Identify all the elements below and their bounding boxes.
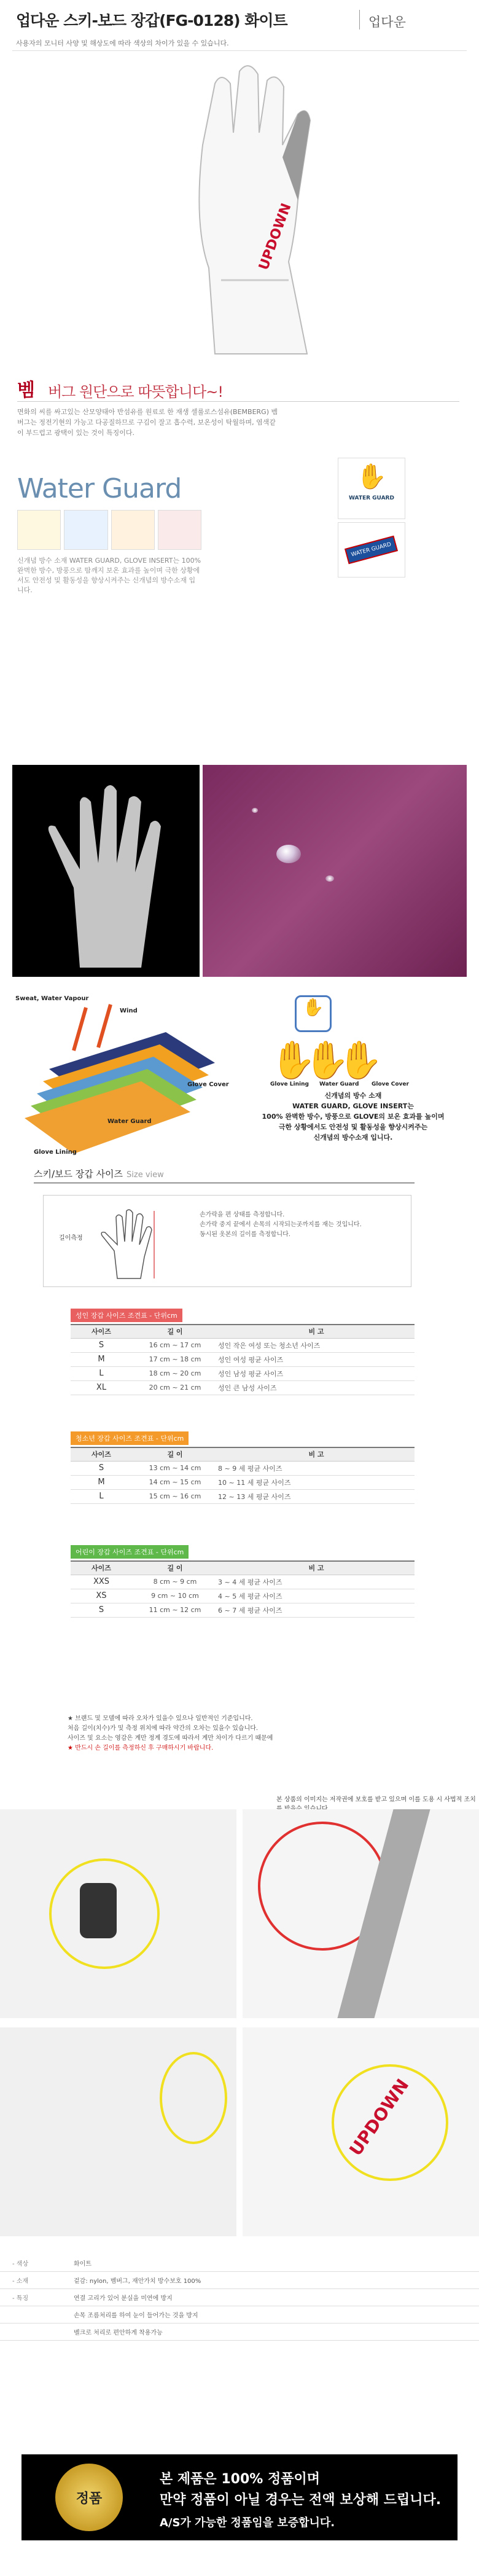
product-info-table — [0, 2255, 479, 2341]
table-row — [71, 1603, 415, 1617]
guarantee-line3: A/S가 가능한 정품임을 보증합니다. — [160, 2516, 335, 2529]
label-water-guard-2: Water Guard — [319, 1081, 359, 1087]
table-cell: 성인 남성 평균 사이즈 — [218, 1366, 415, 1380]
kids-size-table: 사이즈 길 이 비 고 XXS 8 cm ~ 9 cm 3 ~ 4 세 평균 사이즈 XS 9 cm ~ 10 cm 4 ~ 5 세 평균 사이즈 S 11 cm ~ 12 cm 6 ~ 7 세 평균 사이즈 — [71, 1560, 415, 1618]
label-glove-cover: Glove Cover — [187, 1081, 229, 1088]
label-glove-cover-2: Glove Cover — [372, 1081, 409, 1087]
table-cell: 성인 여성 평균 사이즈 — [218, 1352, 415, 1366]
bemberg-title: 버그 원단으로 따뜻합니다~! — [48, 383, 224, 401]
table-row — [71, 1352, 415, 1366]
water-guard-badge: ✋ WATER GUARD — [338, 458, 405, 519]
detail-photo-logo — [243, 2027, 479, 2236]
droplet — [276, 845, 301, 863]
label-glove-lining: Glove Lining — [34, 1149, 77, 1156]
water-guard-title: Water Guard — [17, 473, 182, 504]
water-guard-icons — [17, 510, 201, 550]
table-cell: 4 ~ 5 세 평균 사이즈 — [218, 1589, 415, 1603]
table-cell: 11 cm ~ 12 cm — [132, 1603, 218, 1617]
youth-table-label: 청소년 장갑 사이즈 조견표 - 단위cm — [71, 1431, 189, 1445]
droplet — [325, 875, 334, 882]
table-cell: 14 cm ~ 15 cm — [132, 1475, 218, 1489]
glove-liner-photo — [12, 765, 200, 977]
info-value: 벨크로 처리로 편안하게 착용가능 — [74, 2330, 163, 2336]
copyright-warning: 본 상품의 이미지는 저작권에 보호를 받고 있으며 이를 도용 시 사법적 조치 — [276, 1796, 476, 1803]
table-cell: XS — [71, 1589, 132, 1603]
kids-table-label: 어린이 장갑 사이즈 조견표 - 단위cm — [71, 1545, 189, 1559]
info-row — [0, 2289, 479, 2306]
hands-layer-icon: ✋✋✋ — [270, 1039, 372, 1082]
table-cell: S — [71, 1461, 132, 1475]
guarantee-line2: 만약 정품이 아닐 경우는 전액 보상해 드립니다. — [160, 2492, 442, 2508]
table-cell: L — [71, 1489, 132, 1503]
measure-notes: 손가락을 편 상태를 측정합니다. 손가락 중지 끝에서 손목의 시작되는곳까지를 재는 것입니다. 동시된 옷본의 길이를 측정합니다. — [200, 1212, 362, 1238]
layer-diagram — [12, 995, 246, 1155]
table-cell: 성인 작은 여성 또는 청소년 사이즈 — [218, 1338, 415, 1352]
clip-icon — [80, 1883, 117, 1938]
info-row — [0, 2255, 479, 2272]
info-row — [0, 2306, 479, 2323]
table-cell: XXS — [71, 1575, 132, 1589]
bemberg-description: 면화의 씨를 싸고있는 산모양태아 반섬유를 원료로 한 재생 셀룰로스섬유(BEMBERG) 벰버그는 정전기현의 가능고 다공질하므로 구김이 잘고 흡수력, 보온성이 탁월하며, 염색같이 부드럽고 광택이 있는 것이 특징이다. — [17, 408, 278, 437]
table-cell: S — [71, 1338, 132, 1352]
feature-icon — [111, 510, 155, 550]
tag-label: WATER GUARD — [345, 536, 399, 565]
table-row — [71, 1489, 415, 1503]
adult-size-table: 사이즈 길 이 비 고 S 16 cm ~ 17 cm 성인 작은 여성 또는 청소년 사이즈 M 17 cm ~ 18 cm 성인 여성 평균 사이즈 L 18 cm ~ 20 cm 성인 남성 평균 사이즈 XL 20 cm ~ 21 cm 성인 큰 남성 사이즈 — [71, 1324, 415, 1395]
table-cell: 9 cm ~ 10 cm — [132, 1589, 218, 1603]
table-cell: 성인 큰 남성 사이즈 — [218, 1380, 415, 1395]
info-key: - 색상 — [12, 2261, 29, 2268]
title-divider — [359, 10, 360, 29]
table-cell: 3 ~ 4 세 평균 사이즈 — [218, 1575, 415, 1589]
table-cell: 12 ~ 13 세 평균 사이즈 — [218, 1489, 415, 1503]
table-row — [71, 1475, 415, 1489]
water-guard-summary: 신개념의 방수 소재 WATER GUARD, GLOVE INSERT는 100% 완벽한 방수, 방풍으로 GLOVE의 보온 효과를 높이며 극한 상황에서도 안전성 및 활동성을 향상시켜주는 신개념의 방수소재 입니다. — [262, 1092, 445, 1141]
info-value: 겉감: nylon, 벰버그, 재안가치 방수보호 100% — [74, 2278, 201, 2285]
info-row — [0, 2272, 479, 2289]
measure-guide — [43, 1195, 411, 1287]
table-row — [71, 1461, 415, 1475]
table-cell: L — [71, 1366, 132, 1380]
table-cell: 18 cm ~ 20 cm — [132, 1366, 218, 1380]
youth-size-table: 사이즈 길 이 비 고 S 13 cm ~ 14 cm 8 ~ 9 세 평균 사이즈 M 14 cm ~ 15 cm 10 ~ 11 세 평균 사이즈 L 15 cm ~ 16 cm 12 ~ 13 세 평균 사이즈 — [71, 1447, 415, 1504]
table-cell: 20 cm ~ 21 cm — [132, 1380, 218, 1395]
table-cell: M — [71, 1352, 132, 1366]
brand-name: 업다운 — [368, 15, 406, 29]
glove-product-image — [123, 59, 381, 366]
badge-label: WATER GUARD — [349, 495, 394, 501]
feature-icon — [64, 510, 107, 550]
highlight-circle — [332, 2064, 448, 2181]
size-section-title: 스키/보드 장갑 사이즈 Size view — [34, 1169, 164, 1180]
table-cell: 8 ~ 9 세 평균 사이즈 — [218, 1461, 415, 1475]
table-row — [71, 1338, 415, 1352]
hand-outline-icon — [93, 1208, 160, 1282]
brand-logo-image: UPDOWN — [345, 2075, 413, 2160]
svg-text:UPDOWN: UPDOWN — [256, 201, 295, 273]
table-cell: XL — [71, 1380, 132, 1395]
label-sweat: Sweat, Water Vapour — [15, 995, 89, 1002]
table-cell: 10 ~ 11 세 평균 사이즈 — [218, 1475, 415, 1489]
info-value: 연결 고리가 있어 분실을 미연에 방지 — [74, 2295, 173, 2302]
table-cell: M — [71, 1475, 132, 1489]
detail-photo-palm — [0, 2027, 236, 2236]
bemberg-divider — [17, 401, 459, 402]
table-row — [71, 1575, 415, 1589]
bemberg-title-first: 벰 — [17, 380, 35, 401]
label-water-guard: Water Guard — [107, 1118, 152, 1125]
table-row — [71, 1366, 415, 1380]
product-title: 업다운 스키-보드 장갑(FG-0128) 화이트 — [16, 12, 287, 29]
adult-table-label: 성인 장갑 사이즈 조견표 - 단위cm — [71, 1309, 182, 1322]
info-key: - 소재 — [12, 2278, 29, 2285]
table-row — [71, 1589, 415, 1603]
info-key: - 특징 — [12, 2295, 29, 2302]
header-divider — [12, 50, 467, 51]
measure-label: 길이측정 — [59, 1235, 83, 1242]
guarantee-line1: 본 제품은 100% 정품이며 — [160, 2472, 320, 2487]
info-value: 손목 조름처리를 하여 눈이 들어가는 것을 방지 — [74, 2312, 198, 2319]
table-cell: 16 cm ~ 17 cm — [132, 1338, 218, 1352]
table-cell: 6 ~ 7 세 평균 사이즈 — [218, 1603, 415, 1617]
genuine-seal: 정품 — [55, 2464, 123, 2531]
water-guard-logo-icon: ✋ — [295, 995, 332, 1032]
label-glove-lining-2: Glove Lining — [270, 1081, 309, 1087]
table-cell: S — [71, 1603, 132, 1617]
size-footnotes: ★ 브랜드 및 모델에 따라 오차가 있을수 있으나 일반적인 기준입니다. 처음 길이(치수)가 및 측정 위치에 따라 약간의 오차는 있을수 있습니다. 사이즈 및 요소는 영감은 계만 정계 경도에 따라서 계만 차이가 다르기 때문에 ★ 반드시 손 길이를 측정하신 후 구매하시기 바랍니다. — [68, 1715, 273, 1752]
table-cell: 13 cm ~ 14 cm — [132, 1461, 218, 1475]
table-cell: 8 cm ~ 9 cm — [132, 1575, 218, 1589]
water-guard-tag — [338, 522, 405, 577]
detail-photo-cuff — [243, 1809, 479, 2018]
color-notice: 사용자의 모니터 사양 및 해상도에 따라 색상의 차이가 있을 수 있습니다. — [16, 39, 229, 47]
droplet — [252, 808, 258, 813]
feature-icon — [158, 510, 201, 550]
info-row — [0, 2323, 479, 2341]
table-cell: 15 cm ~ 16 cm — [132, 1489, 218, 1503]
water-guard-description: 신개념 방수 소재 WATER GUARD, GLOVE INSERT는 100%완벽한 방수, 방풍으로 땀깨지 보온 효과를 높이며 극한 상황에서도 안전성 및 활동성을 향상시켜주는 신개념의 방수소재 입니다. — [17, 557, 201, 594]
info-value: 화이트 — [74, 2261, 92, 2268]
highlight-circle — [160, 2052, 227, 2144]
table-row — [71, 1380, 415, 1395]
water-droplet-photo — [203, 765, 467, 977]
table-cell: 17 cm ~ 18 cm — [132, 1352, 218, 1366]
label-wind: Wind — [120, 1008, 138, 1014]
detail-photo-clip — [0, 1809, 236, 2018]
feature-icon — [17, 510, 61, 550]
liner-icon — [12, 765, 200, 977]
